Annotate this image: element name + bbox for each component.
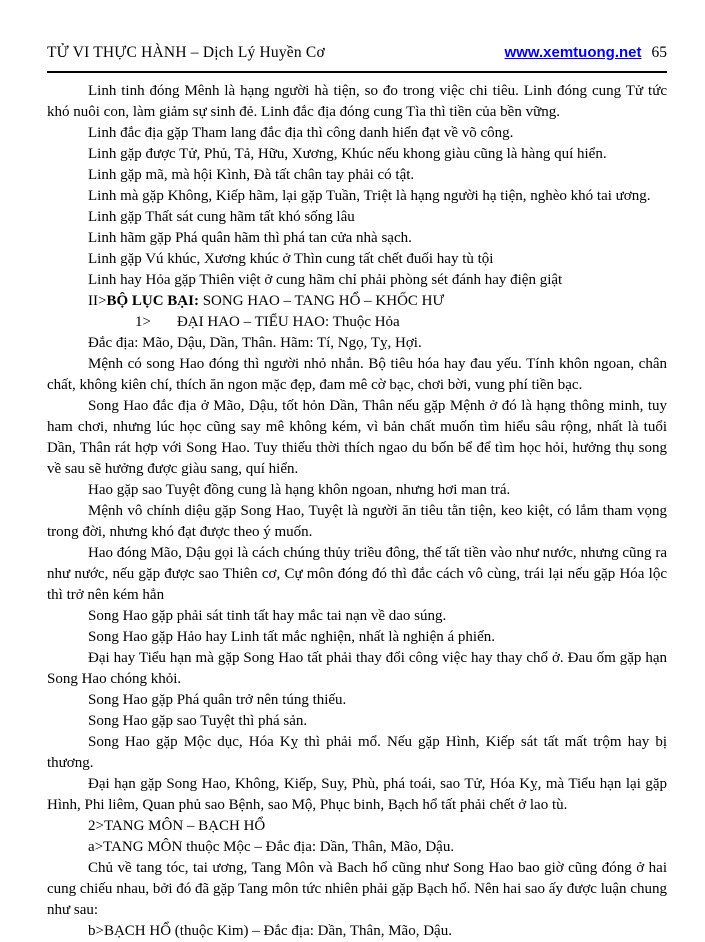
paragraph: Linh gặp Vú khúc, Xương khúc ở Thìn cung tất chết đuối hay tù tội <box>88 251 494 267</box>
paragraph: Linh gặp mã, mà hội Kình, Đà tất chân tay phải có tật. <box>88 167 415 183</box>
paragraph: Hao gặp sao Tuyệt đồng cung là hạng khôn ngoan, nhưng hơi man trá. <box>88 482 511 498</box>
document-title: TỬ VI THỰC HÀNH – Dịch Lý Huyền Cơ <box>47 44 325 61</box>
page-header <box>47 44 667 62</box>
paragraph: Linh hãm gặp Phá quân hãm thì phá tan cửa nhà sạch. <box>88 230 412 246</box>
paragraph: Linh đắc địa gặp Tham lang đắc địa thì công danh hiển đạt về võ công. <box>88 125 514 141</box>
paragraph: Song Hao gặp phải sát tinh tất hay mắc tai nạn về dao súng. <box>88 608 447 624</box>
page-number: 65 <box>651 44 667 61</box>
paragraph: Song Hao gặp Phá quân trở nên túng thiếu. <box>88 692 347 708</box>
header-right <box>505 44 667 62</box>
section-heading <box>47 291 667 312</box>
section-prefix: II> <box>88 293 107 309</box>
paragraph: Linh hay Hỏa gặp Thiên việt ở cung hãm chỉ phải phòng sét đánh hay điện giật <box>88 272 563 288</box>
paragraph: Song Hao gặp Hảo hay Linh tất mắc nghiện, nhất là nghiện á phiến. <box>88 629 495 645</box>
sub-heading-text: ĐẠI HAO – TIỂU HAO: Thuộc Hỏa <box>176 314 400 330</box>
paragraph: 2>TANG MÔN – BẠCH HỔ <box>88 818 266 834</box>
paragraph: Linh gặp được Tử, Phủ, Tả, Hữu, Xương, Khúc nếu khong giàu cũng là hàng quí hiển. <box>88 146 607 162</box>
sub-heading <box>47 312 667 333</box>
paragraph: b>BẠCH HỔ (thuộc Kim) – Đắc địa: Dần, Thân, Mão, Dậu. <box>88 923 452 939</box>
paragraph: Song Hao gặp sao Tuyệt thì phá sản. <box>88 713 308 729</box>
paragraph: Song Hao gặp Mộc dục, Hóa Kỵ thì phải mổ. Nếu gặp Hình, Kiếp sát tất mất trộm hay bị thương. <box>47 734 667 771</box>
paragraph: Linh tinh đóng Mênh là hạng người hà tiện, so đo trong việc chi tiêu. Linh đóng cung Tử tức khó nuôi con, làm giảm sự sinh đẻ. Linh đắc địa đóng cung Tìa thì tiền của bền vững. <box>47 83 667 120</box>
website-link[interactable]: www.xemtuong.net <box>504 44 642 61</box>
paragraph: Đắc địa: Mão, Dậu, Dần, Thân. Hãm: Tí, Ngọ, Tỵ, Hợi. <box>88 335 422 351</box>
paragraph: Đại hạn gặp Song Hao, Không, Kiếp, Suy, Phù, phá toái, sao Tử, Hóa Kỵ, mà Tiểu hạn lại gặp Hình, Phi liêm, Quan phủ sao Bệnh, sao Mộ, Phục binh, Bạch hổ tất phải chết ở lao tù. <box>47 776 667 813</box>
paragraph: Mệnh vô chính diệu gặp Song Hao, Tuyệt là người ăn tiêu tằn tiện, keo kiệt, có lắm tham vọng trong đời, nhưng khó đạt được theo ý muốn. <box>47 503 667 540</box>
document-body <box>47 81 667 942</box>
sub-heading-number: 1> <box>135 314 151 330</box>
paragraph: Đại hay Tiểu hạn mà gặp Song Hao tất phải thay đổi công việc hay thay chổ ở. Đau ốm gặp hạn Song Hao chóng khỏi. <box>47 650 667 687</box>
paragraph: Song Hao đắc địa ở Mão, Dậu, tốt hỏn Dần, Thân nếu gặp Mệnh ở đó là hạng thông minh, tuy ham chơi, nhưng lúc học cũng say mê không kém, vì bản chất muốn tìm hiểu sâu rộng, nhất là tuổi Dần, Thân rát hợp với Song Hao. Tuy thiếu thời thích ngao du bốn bể để tìm học hỏi, hưởng thụ song về sau sẽ hưởng được giàu sang, quí hiển. <box>47 398 667 477</box>
paragraph: a>TANG MÔN thuộc Mộc – Đắc địa: Dần, Thân, Mão, Dậu. <box>88 839 455 855</box>
paragraph: Chủ về tang tóc, tai ương, Tang Môn và Bach hổ cũng như Song Hao bao giờ cũng đóng ở hai cung chiếu nhau, bởi đó đã gặp Tang môn tức nhiên phải gặp Bạch hổ. Nên hai sao ấy được luận chung như sau: <box>47 860 667 918</box>
section-title: BỘ LỤC BẠI: <box>106 293 199 309</box>
paragraph: Linh mà gặp Không, Kiếp hãm, lại gặp Tuần, Triệt là hạng người hạ tiện, nghèo khó tai ương. <box>88 188 651 204</box>
header-divider <box>47 71 667 73</box>
section-subtitle: SONG HAO – TANG HỔ – KHỐC HƯ <box>198 293 445 309</box>
paragraph: Linh gặp Thất sát cung hãm tất khó sống lâu <box>88 209 355 225</box>
paragraph: Hao đóng Mão, Dậu gọi là cách chúng thủy triều đông, thế tất tiền vào như nước, nhưng cũng ra như nước, nếu gặp được sao Thiên cơ, Cự môn đóng đó thì đắc cách vô cùng, trái lại nếu gặp Hóa lộc thì trở nên kém hẳn <box>47 545 667 603</box>
paragraph: Mệnh có song Hao đóng thì người nhỏ nhắn. Bộ tiêu hóa hay đau yếu. Tính khôn ngoan, chân chất, không kiên chí, thích ăn ngon mặc đẹp, đam mê cờ bạc, chơi bời, vung phí tiền bạc. <box>47 356 667 393</box>
